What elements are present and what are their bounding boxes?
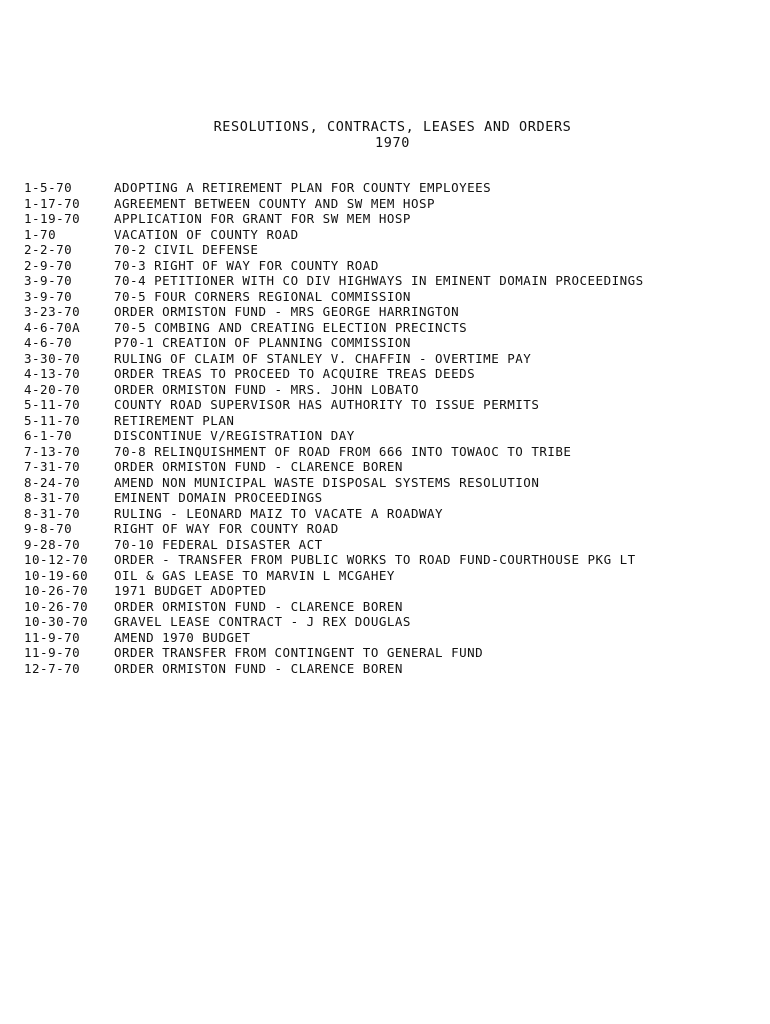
entry-date: 1-5-70 bbox=[24, 180, 73, 195]
entry-description: VACATION OF COUNTY ROAD bbox=[114, 226, 299, 242]
list-item bbox=[24, 211, 764, 227]
entry-description: GRAVEL LEASE CONTRACT - J REX DOUGLAS bbox=[114, 614, 411, 629]
list-item bbox=[24, 320, 764, 336]
list-item bbox=[24, 552, 764, 568]
entry-description: ORDER - TRANSFER FROM PUBLIC WORKS TO ROAD FUND-COURTHOUSE PKG LT bbox=[114, 552, 636, 567]
list-item bbox=[24, 630, 764, 646]
entry-date: 3-23-70 bbox=[24, 304, 81, 319]
entry-description: ORDER TREAS TO PROCEED TO ACQUIRE TREAS DEEDS bbox=[114, 366, 476, 381]
list-item bbox=[24, 444, 764, 460]
entry-date: 6-1-70 bbox=[24, 428, 73, 443]
entry-description: 70-3 RIGHT OF WAY FOR COUNTY ROAD bbox=[114, 257, 379, 273]
entry-date: 1-70 bbox=[24, 226, 57, 242]
entry-date: 4-20-70 bbox=[24, 381, 81, 397]
list-item bbox=[24, 258, 764, 274]
entry-description: DISCONTINUE V/REGISTRATION DAY bbox=[114, 428, 355, 443]
list-item bbox=[24, 196, 764, 212]
list-item bbox=[24, 413, 764, 429]
entry-date: 2-9-70 bbox=[24, 257, 73, 273]
entry-date: 4-6-70 bbox=[24, 335, 73, 350]
entry-description: APPLICATION FOR GRANT FOR SW MEM HOSP bbox=[114, 211, 411, 226]
entry-description: AGREEMENT BETWEEN COUNTY AND SW MEM HOSP bbox=[114, 195, 436, 211]
list-item bbox=[24, 614, 764, 630]
list-item bbox=[24, 351, 764, 367]
list-item bbox=[24, 645, 764, 661]
entry-description: ORDER ORMISTON FUND - CLARENCE BOREN bbox=[114, 598, 403, 614]
entry-description: EMINENT DOMAIN PROCEEDINGS bbox=[114, 490, 323, 505]
list-item bbox=[24, 227, 764, 243]
list-item bbox=[24, 599, 764, 615]
list-item bbox=[24, 397, 764, 413]
entry-date: 8-31-70 bbox=[24, 505, 81, 521]
entry-description: 70-8 RELINQUISHMENT OF ROAD FROM 666 INTO TOWAOC TO TRIBE bbox=[114, 443, 572, 459]
entry-description: COUNTY ROAD SUPERVISOR HAS AUTHORITY TO ISSUE PERMITS bbox=[114, 397, 540, 412]
entry-date: 1-19-70 bbox=[24, 211, 81, 226]
entry-date: 3-9-70 bbox=[24, 273, 73, 288]
entry-date: 4-6-70A bbox=[24, 319, 81, 335]
entry-description: P70-1 CREATION OF PLANNING COMMISSION bbox=[114, 335, 411, 350]
entry-date: 7-13-70 bbox=[24, 443, 81, 459]
entry-date: 8-24-70 bbox=[24, 474, 81, 490]
list-item bbox=[24, 583, 764, 599]
entry-description: ORDER TRANSFER FROM CONTINGENT TO GENERAL FUND bbox=[114, 645, 484, 660]
entry-date: 3-30-70 bbox=[24, 350, 81, 366]
entry-date: 5-11-70 bbox=[24, 397, 81, 412]
entry-date: 4-13-70 bbox=[24, 366, 81, 381]
list-item bbox=[24, 180, 764, 196]
list-item bbox=[24, 366, 764, 382]
list-item bbox=[24, 475, 764, 491]
list-item bbox=[24, 428, 764, 444]
entry-description: ADOPTING A RETIREMENT PLAN FOR COUNTY EMPLOYEES bbox=[114, 180, 492, 195]
entry-date: 11-9-70 bbox=[24, 629, 81, 645]
entry-date: 10-26-70 bbox=[24, 598, 89, 614]
entry-date: 2-2-70 bbox=[24, 242, 73, 257]
entry-description: OIL & GAS LEASE TO MARVIN L MCGAHEY bbox=[114, 567, 395, 583]
list-item bbox=[24, 521, 764, 537]
list-item bbox=[24, 304, 764, 320]
entry-description: 1971 BUDGET ADOPTED bbox=[114, 583, 267, 598]
list-item bbox=[24, 273, 764, 289]
list-item bbox=[24, 242, 764, 258]
entry-description: ORDER ORMISTON FUND - CLARENCE BOREN bbox=[114, 459, 403, 474]
entry-date: 10-19-60 bbox=[24, 567, 89, 583]
entry-date: 10-12-70 bbox=[24, 552, 89, 567]
entry-date: 7-31-70 bbox=[24, 459, 81, 474]
document-header bbox=[0, 119, 770, 151]
entry-description: 70-10 FEDERAL DISASTER ACT bbox=[114, 536, 323, 552]
list-item bbox=[24, 537, 764, 553]
entry-description: RIGHT OF WAY FOR COUNTY ROAD bbox=[114, 521, 339, 536]
document-title: RESOLUTIONS, CONTRACTS, LEASES AND ORDERS bbox=[213, 119, 572, 135]
entries-list bbox=[24, 180, 764, 676]
list-item bbox=[24, 661, 764, 677]
entry-date: 8-31-70 bbox=[24, 490, 81, 505]
entry-description: 70-5 FOUR CORNERS REGIONAL COMMISSION bbox=[114, 288, 411, 304]
entry-date: 9-28-70 bbox=[24, 536, 81, 552]
entry-date: 3-9-70 bbox=[24, 288, 73, 304]
list-item bbox=[24, 506, 764, 522]
entry-date: 1-17-70 bbox=[24, 195, 81, 211]
entry-description: 70-5 COMBING AND CREATING ELECTION PRECINCTS bbox=[114, 319, 468, 335]
entry-description: ORDER ORMISTON FUND - MRS GEORGE HARRINGTON bbox=[114, 304, 460, 319]
entry-description: ORDER ORMISTON FUND - MRS. JOHN LOBATO bbox=[114, 381, 419, 397]
entry-description: 70-4 PETITIONER WITH CO DIV HIGHWAYS IN EMINENT DOMAIN PROCEEDINGS bbox=[114, 273, 644, 288]
entry-description: RULING OF CLAIM OF STANLEY V. CHAFFIN - OVERTIME PAY bbox=[114, 350, 532, 366]
list-item bbox=[24, 459, 764, 475]
list-item bbox=[24, 289, 764, 305]
entry-date: 5-11-70 bbox=[24, 412, 81, 428]
entry-description: 70-2 CIVIL DEFENSE bbox=[114, 242, 259, 257]
entry-description: ORDER ORMISTON FUND - CLARENCE BOREN bbox=[114, 660, 403, 676]
entry-date: 9-8-70 bbox=[24, 521, 73, 536]
entry-date: 11-9-70 bbox=[24, 645, 81, 660]
entry-date: 10-30-70 bbox=[24, 614, 89, 629]
list-item bbox=[24, 382, 764, 398]
entry-description: AMEND 1970 BUDGET bbox=[114, 629, 251, 645]
list-item bbox=[24, 568, 764, 584]
entry-date: 10-26-70 bbox=[24, 583, 89, 598]
entry-date: 12-7-70 bbox=[24, 660, 81, 676]
entry-description: RULING - LEONARD MAIZ TO VACATE A ROADWAY bbox=[114, 505, 444, 521]
document-year: 1970 bbox=[375, 135, 410, 151]
list-item bbox=[24, 490, 764, 506]
entry-description: RETIREMENT PLAN bbox=[114, 412, 235, 428]
entry-description: AMEND NON MUNICIPAL WASTE DISPOSAL SYSTEMS RESOLUTION bbox=[114, 474, 540, 490]
list-item bbox=[24, 335, 764, 351]
